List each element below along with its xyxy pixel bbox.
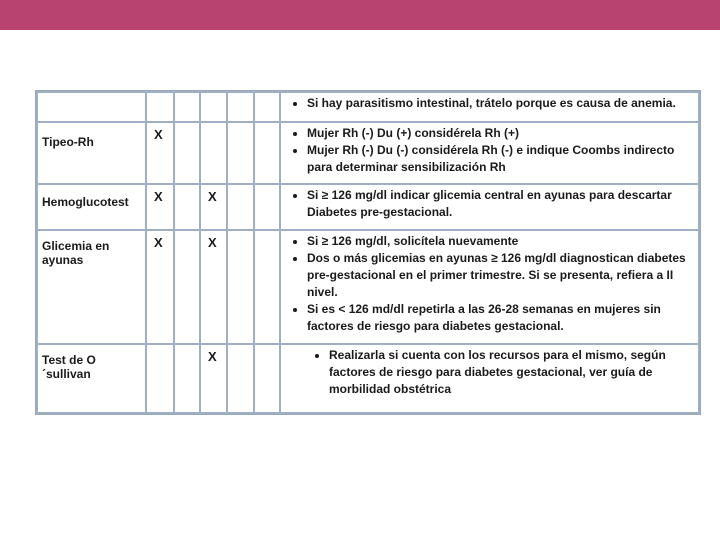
- mark-cell: [174, 184, 200, 230]
- mark-cell: [227, 344, 254, 413]
- note-item: • Si hay parasitismo intestinal, trátelo porque es causa de anemia.: [307, 95, 694, 112]
- table-row: [37, 344, 699, 413]
- mark-cell: [227, 230, 254, 344]
- mark-cell: [146, 344, 174, 413]
- slide-table-image: [35, 90, 701, 415]
- table-row: [37, 230, 699, 344]
- test-name-cell: Test de O´sullivan: [37, 344, 146, 413]
- notes-cell: [280, 122, 699, 184]
- table-row: [37, 184, 699, 230]
- notes-cell: [280, 184, 699, 230]
- mark-cell: [254, 122, 280, 184]
- mark-cell: [254, 230, 280, 344]
- mark-cell: [174, 92, 200, 122]
- mark-cell: X: [200, 184, 227, 230]
- note-item: • Realizarla si cuenta con los recursos para el mismo, según factores de riesgo para diabetes gestacional, ver guía de morbilidad obstétrica: [329, 347, 694, 398]
- notes-cell: [280, 344, 699, 413]
- mark-cell: X: [146, 184, 174, 230]
- note-item: • Si es < 126 md/dl repetirla a las 26-28 semanas en mujeres sin factores de riesgo para diabetes gestacional.: [307, 301, 694, 335]
- notes-cell: [280, 230, 699, 344]
- mark-cell: X: [200, 230, 227, 344]
- test-name-cell: [37, 92, 146, 122]
- mark-cell: [227, 92, 254, 122]
- test-name-cell: Tipeo-Rh: [37, 122, 146, 184]
- mark-cell: [200, 122, 227, 184]
- table-row: [37, 122, 699, 184]
- mark-cell: X: [146, 122, 174, 184]
- mark-cell: [174, 344, 200, 413]
- mark-cell: [227, 184, 254, 230]
- mark-cell: [254, 184, 280, 230]
- mark-cell: [254, 344, 280, 413]
- prenatal-tests-table: [36, 91, 700, 414]
- mark-cell: [200, 92, 227, 122]
- note-item: • Dos o más glicemias en ayunas ≥ 126 mg/dl diagnostican diabetes pre-gestacional en el primer trimestre. Si se presenta, refiera a II nivel.: [307, 250, 694, 301]
- test-name-cell: Glicemia en ayunas: [37, 230, 146, 344]
- mark-cell: X: [146, 230, 174, 344]
- note-item: • Mujer Rh (-) Du (+) considérela Rh (+): [307, 125, 694, 142]
- note-item: • Mujer Rh (-) Du (-) considérela Rh (-) e indique Coombs indirecto para determinar sensibilización Rh: [307, 142, 694, 176]
- notes-cell: [280, 92, 699, 122]
- note-item: • Si ≥ 126 mg/dl, solicítela nuevamente: [307, 233, 694, 250]
- note-item: • Si ≥ 126 mg/dl indicar glicemia central en ayunas para descartar Diabetes pre-gestacional.: [307, 187, 694, 221]
- mark-cell: [174, 122, 200, 184]
- mark-cell: [146, 92, 174, 122]
- table-row: [37, 92, 699, 122]
- title-bar-accent: [0, 0, 720, 30]
- mark-cell: [227, 122, 254, 184]
- mark-cell: [174, 230, 200, 344]
- mark-cell: [254, 92, 280, 122]
- mark-cell: X: [200, 344, 227, 413]
- test-name-cell: Hemoglucotest: [37, 184, 146, 230]
